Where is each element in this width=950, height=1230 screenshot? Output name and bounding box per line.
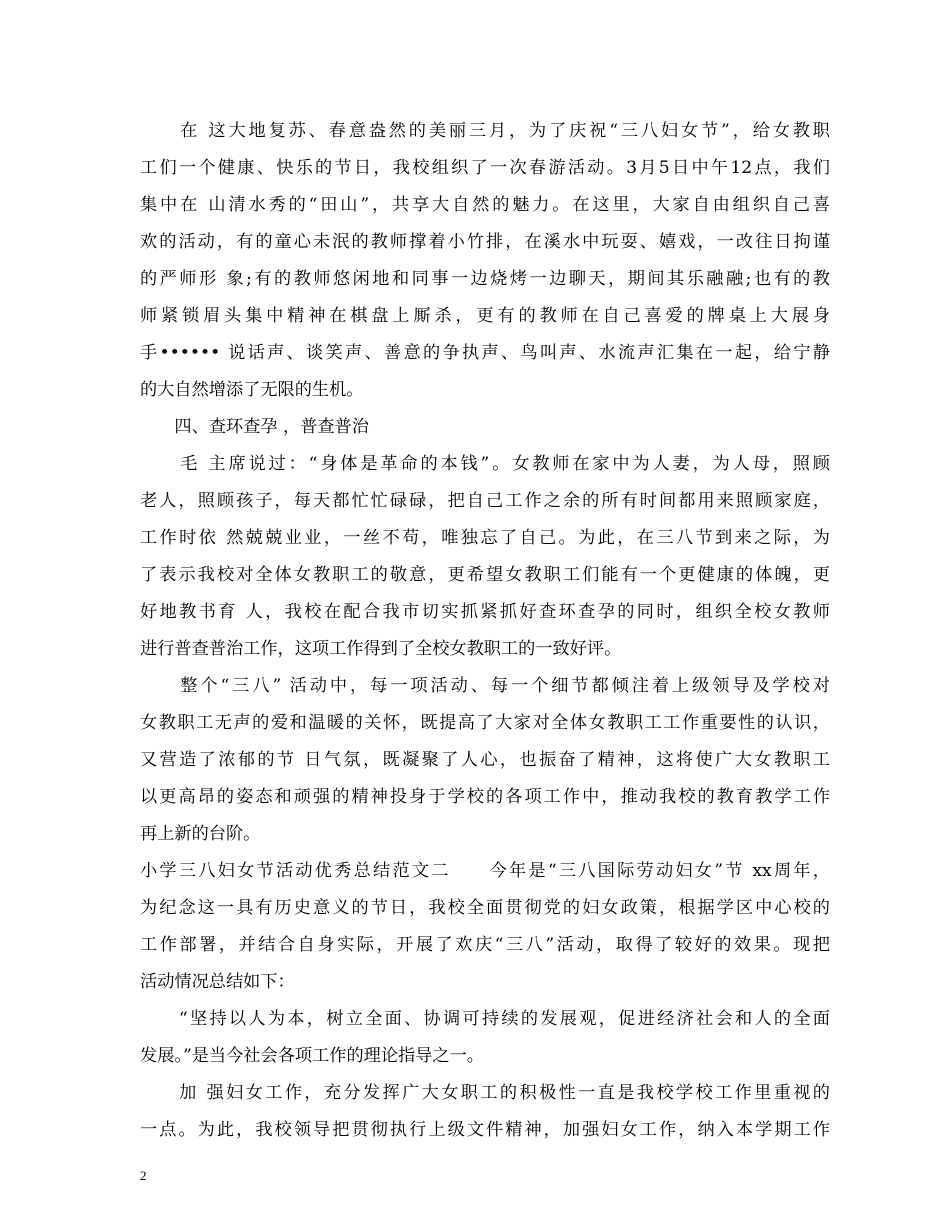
text-line: 师紧锁眉头集中精神在棋盘上厮杀，更有的教师在自己喜爱的牌桌上大展身 (140, 306, 830, 326)
text-line: 活动情况总结如下： (140, 972, 295, 992)
text-line: “坚持以人为本，树立全面、协调可持续的发展观，促进经济社会和人的全面 (140, 1009, 830, 1029)
text-line: 老人，照顾孩子，每天都忙忙碌碌，把自己工作之余的所有时间都用来照顾家庭， (140, 491, 830, 511)
text-line: 以更高昂的姿态和顽强的精神投身于学校的各项工作中，推动我校的教育教学工作 (140, 787, 830, 807)
page-number: 2 (140, 1168, 147, 1183)
text-line: 整个“三八” 活动中，每一项活动、每一个细节都倾注着上级领导及学校对 (140, 676, 830, 696)
text-line: 再上新的台阶。 (140, 824, 261, 844)
text-line: 工作时依 然兢兢业业，一丝不苟，唯独忘了自己。为此，在三八节到来之际，为 (140, 528, 830, 548)
text-line: 为纪念这一具有历史意义的节日，我校全面贯彻党的妇女政策，根据学区中心校的 (140, 898, 830, 918)
text-line: 手•••••• 说话声、谈笑声、善意的争执声、鸟叫声、水流声汇集在一起，给宁静 (140, 343, 830, 363)
text-line: 毛 主席说过：“身体是革命的本钱”。女教师在家中为人妻，为人母，照顾 (140, 454, 830, 474)
text-line: 了表示我校对全体女教职工的敬意，更希望女教职工们能有一个更健康的体魄，更 (140, 565, 830, 585)
text-line: 女教职工无声的爱和温暖的关怀，既提高了大家对全体女教职工工作重要性的认识， (140, 713, 830, 733)
text-line: 的大自然增添了无限的生机。 (140, 380, 364, 400)
text-line: 集中在 山清水秀的“田山”，共享大自然的魅力。在这里，大家自由组织自己喜 (140, 195, 830, 215)
text-line: 工作部署，并结合自身实际，开展了欢庆“三八”活动，取得了较好的效果。现把 (140, 935, 830, 955)
text-line: 欢的活动，有的童心未泯的教师撑着小竹排，在溪水中玩耍、嬉戏，一改往日拘谨 (140, 232, 830, 252)
text-line: 好地教书育 人，我校在配合我市切实抓紧抓好查环查孕的同时，组织全校女教师 (140, 602, 830, 622)
text-line: 的严师形 象;有的教师悠闲地和同事一边烧烤一边聊天，期间其乐融融;也有的教 (140, 269, 830, 289)
text-line: 一点。为此，我校领导把贯彻执行上级文件精神，加强妇女工作，纳入本学期工作 (140, 1120, 830, 1140)
text-line: 加 强妇女工作，充分发挥广大女职工的积极性一直是我校学校工作里重视的 (140, 1083, 830, 1103)
text-line: 工们一个健康、快乐的节日，我校组织了一次春游活动。3月5日中午12点，我们 (140, 158, 830, 178)
text-line: 在 这大地复苏、春意盎然的美丽三月，为了庆祝“三八妇女节”，给女教职 (140, 121, 830, 141)
section-heading: 四、查环查孕 ，普查普治 (140, 417, 369, 437)
text-line: 发展。”是当今社会各项工作的理论指导之一。 (140, 1046, 484, 1066)
text-line: 小学三八妇女节活动优秀总结范文二 今年是“三八国际劳动妇女”节 xx周年， (140, 861, 830, 881)
text-line: 又营造了浓郁的节 日气氛，既凝聚了人心，也振奋了精神，这将使广大女教职工 (140, 750, 830, 770)
text-line: 进行普查普治工作，这项工作得到了全校女教职工的一致好评。 (140, 639, 622, 659)
